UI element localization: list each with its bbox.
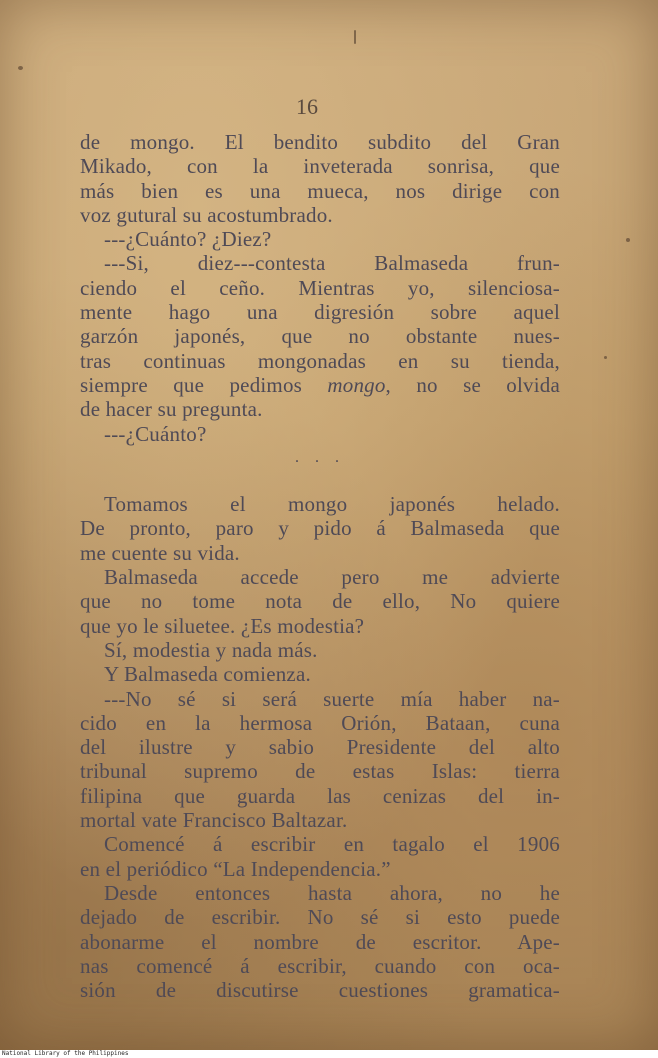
section-gap [80,470,560,492]
text-segment: , no se olvida [385,372,560,397]
text-line: filipina que guarda las cenizas del in- [80,783,560,808]
text-line: ---No sé si será suerte mía haber na- [104,686,560,711]
text-line: tras continuas mongonadas en su tienda, [80,348,560,373]
text-line: más bien es una mueca, nos dirige con [80,178,560,203]
text-line: Comencé á escribir en tagalo el 1906 [104,832,560,857]
ink-spot [354,30,356,44]
section-separator: . . . [295,448,345,466]
text-line [80,373,560,397]
ink-spot [18,66,23,70]
text-line: tribunal supremo de estas Islas: tierra [80,759,560,784]
text-line: nas comencé á escribir, cuando con oca- [80,953,560,978]
text-line: me cuente su vida. [80,540,240,565]
text-line: Desde entonces hasta ahora, no he [104,880,560,905]
italic-word: mongo [327,372,386,397]
text-line: del ilustre y sabio Presidente del alto [80,735,560,760]
text-line: mente hago una digresión sobre aquel [80,300,560,325]
text-line: Sí, modestia y nada más. [104,637,318,662]
text-line: ---Si, diez---contesta Balmaseda frun- [104,251,560,276]
text-line: cido en la hermosa Orión, Bataan, cuna [80,710,560,735]
library-credit: National Library of the Philippines [0,1050,658,1058]
text-line: abonarme el nombre de escritor. Ape- [80,929,560,954]
text-line: sión de discutirse cuestiones gramatica- [80,978,560,1003]
text-line: voz gutural su acostumbrado. [80,202,333,227]
text-segment: siempre que pedimos [80,372,328,397]
text-line: de hacer su pregunta. [80,397,263,422]
text-line: Mikado, con la inveterada sonrisa, que [80,154,560,179]
text-line: Tomamos el mongo japonés helado. [104,492,560,517]
text-line: de mongo. El bendito subdito del Gran [80,130,560,154]
text-line: mortal vate Francisco Baltazar. [80,808,348,833]
text-line: que yo le siluetee. ¿Es modestia? [80,613,365,638]
text-line: que no tome nota de ello, No quiere [80,589,560,614]
ink-spot [626,238,630,242]
text-line: ---¿Cuánto? [104,421,207,446]
text-line: en el periódico “La Independencia.” [80,856,391,881]
text-line: ---¿Cuánto? ¿Diez? [104,227,272,252]
body-text [80,130,560,1002]
page-number: 16 [296,94,318,119]
text-line: Y Balmaseda comienza. [104,662,311,687]
ink-spot [604,356,607,359]
text-line: ciendo el ceño. Mientras yo, silenciosa- [80,275,560,300]
text-line: dejado de escribir. No sé si esto puede [80,905,560,930]
text-line: De pronto, paro y pido á Balmaseda que [80,516,560,541]
text-line: Balmaseda accede pero me advierte [104,565,560,590]
text-line: garzón japonés, que no obstante nues- [80,324,560,349]
